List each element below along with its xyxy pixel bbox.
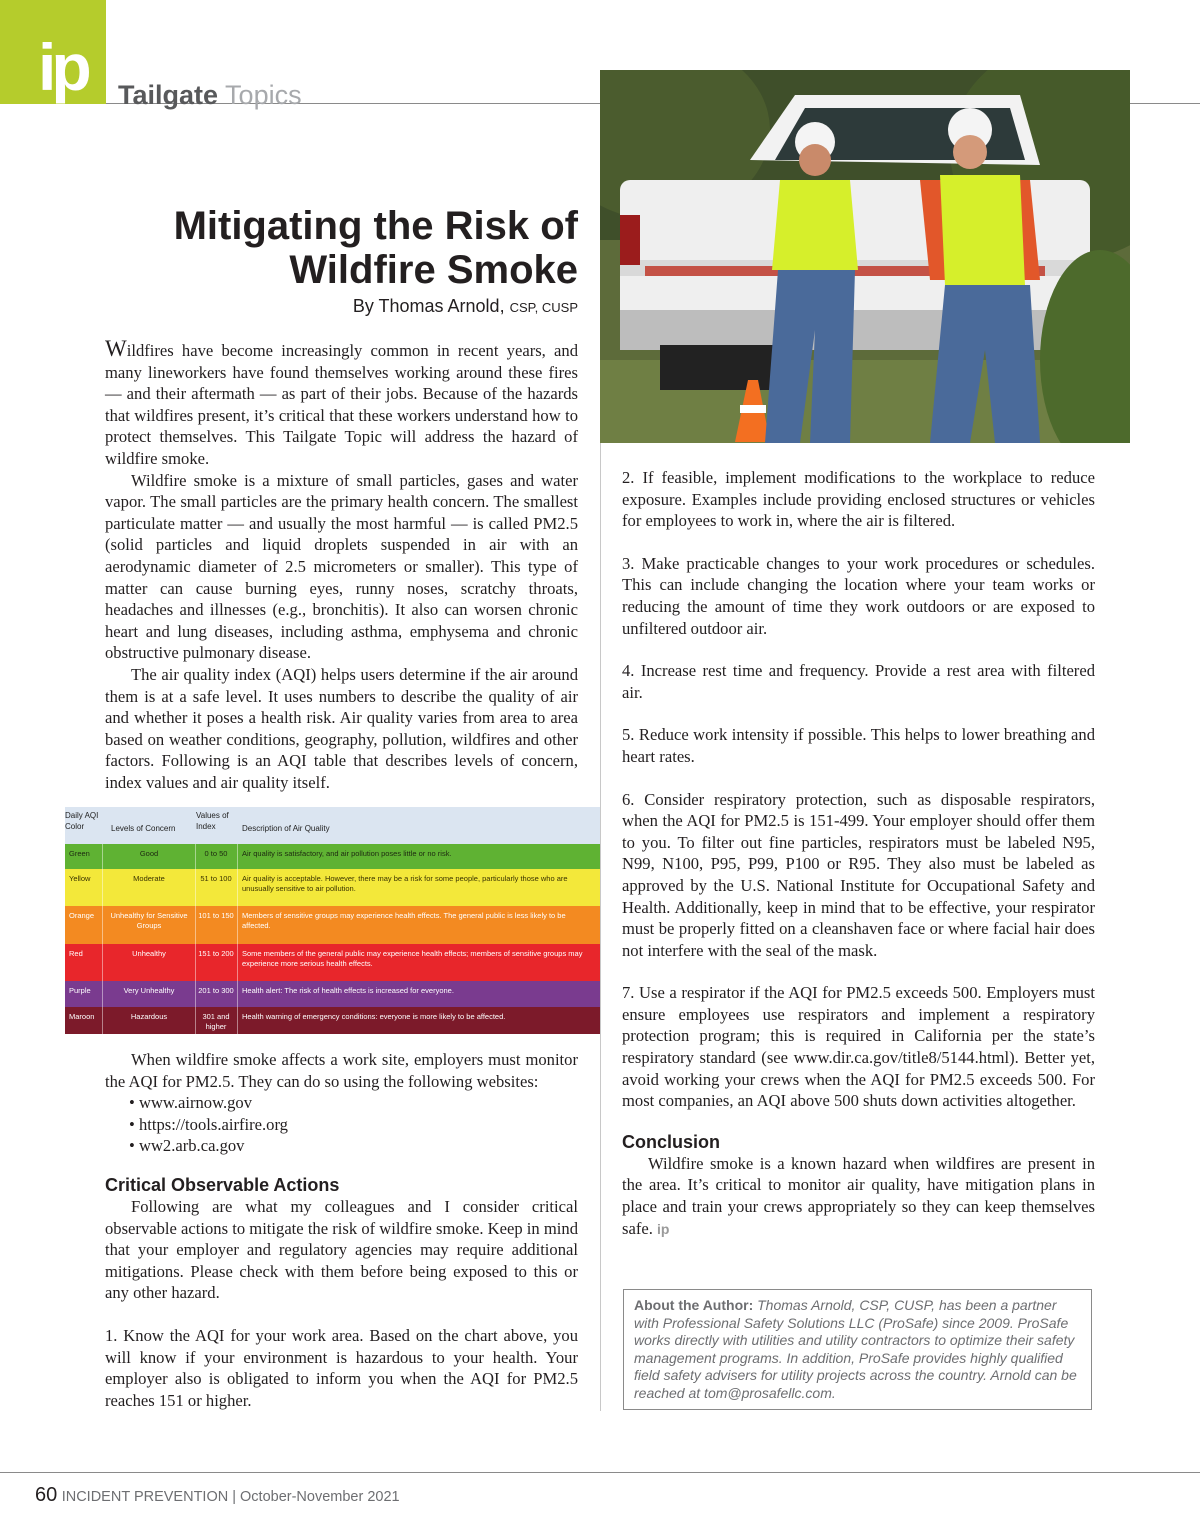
aqi-row-green: [65, 844, 600, 869]
conclusion-text: Wildfire smoke is a known hazard when wildfires are present in the area. It’s critical to monitor air quality, have mitigation plans in place and train your crews appropriately so they can keep themselves safe.: [622, 1153, 1095, 1238]
aqi-range-cell: 101 to 150: [198, 911, 234, 920]
paragraph-conclusion: [622, 1153, 1095, 1240]
title-line-2: Wildfire Smoke: [289, 248, 578, 292]
aqi-table: [65, 807, 600, 1034]
aqi-range-cell: 301 and higher: [202, 1012, 230, 1031]
aqi-range-cell: 0 to 50: [204, 849, 228, 858]
page-footer: [35, 1484, 400, 1507]
end-mark-logo: ip: [657, 1220, 670, 1237]
aqi-level-cell: Unhealthy for Sensitive Groups: [110, 911, 188, 930]
aqi-color-cell: Red: [69, 949, 83, 958]
intro-text: ildfires have become increasingly common in recent years, and many lineworkers have found themselves working around these fires — and their aftermath — as part of their jobs. Because of the hazards that wildfires present, it’s critical that these workers understand how to protect themselves. This Tailgate Topic will address the hazard of wildfire smoke.: [105, 341, 578, 468]
article-title: [78, 204, 578, 292]
aqi-col-divider-3: [237, 844, 238, 1034]
heading-critical-actions: Critical Observable Actions: [105, 1174, 340, 1195]
aqi-color-cell: Orange: [69, 911, 95, 920]
header-values-line2: Index: [196, 822, 216, 831]
left-column-top: [105, 338, 578, 793]
aqi-row-red: [65, 944, 600, 981]
action-5: 5. Reduce work intensity if possible. This helps to lower breathing and heart rates.: [622, 725, 1095, 766]
header-color-line2: Color: [65, 822, 85, 831]
byline: [353, 295, 578, 319]
section-heading-light: Topics: [225, 80, 302, 110]
author-box-label: About the Author:: [634, 1297, 754, 1313]
aqi-description-cell: Members of sensitive groups may experience health effects. The general public is less likely to be affected.: [242, 911, 566, 930]
column-divider: [600, 443, 601, 1411]
aqi-description-cell: Health alert: The risk of health effects is increased for everyone.: [242, 986, 454, 995]
paragraph-actions-intro: Following are what my colleagues and I consider critical observable actions to mitigate the risk of wildfire smoke. Keep in mind that your employer and regulatory agencies may require additional mitigations. Please check with them before being exposed to this or any other hazard.: [105, 1196, 578, 1303]
header-values-line1: Values of: [196, 811, 229, 820]
byline-author: By Thomas Arnold,: [352, 296, 505, 316]
lineworkers-photo: [600, 70, 1130, 443]
aqi-level-cell: Hazardous: [130, 1012, 168, 1021]
aqi-range-cell: 201 to 300: [198, 986, 234, 995]
aqi-color-cell: Yellow: [69, 874, 91, 883]
aqi-col-divider-2: [195, 844, 196, 1034]
paragraph-monitor: When wildfire smoke affects a work site, employers must monitor the AQI for PM2.5. They can do so using the following websites:: [105, 1050, 578, 1091]
about-author-box: [623, 1289, 1092, 1410]
left-column-bottom: [105, 1049, 578, 1411]
aqi-table-header: [65, 807, 600, 844]
action-7: 7. Use a respirator if the AQI for PM2.5 exceeds 500. Employers must ensure employees use respirators and implement a respiratory protection program; this is required in California per the state’s respiratory standard (see www.dir.ca.gov/title8/5144.html). Better yet, avoid working your crews when the AQI for PM2.5 exceeds 500. For most companies, an AQI above 500 shuts down activities altogether.: [622, 983, 1095, 1111]
aqi-description-cell: Air quality is satisfactory, and air pollution poses little or no risk.: [242, 849, 452, 858]
photo-illustration: [600, 70, 1130, 443]
aqi-level-cell: Very Unhealthy: [123, 986, 175, 995]
action-2: 2. If feasible, implement modifications to the workplace to reduce exposure. Examples include providing enclosed structures or vehicles for employees to work in, where the air is filtered.: [622, 468, 1095, 531]
page-number: 60: [35, 1484, 58, 1506]
right-column: [622, 467, 1095, 1240]
aqi-description-cell: Air quality is acceptable. However, there may be a risk for some people, particularly those who are unusually sensitive to air pollution.: [242, 874, 568, 893]
action-3: 3. Make practicable changes to your work procedures or schedules. This can include changing the location where your team works or reducing the amount of time they work outdoors or are exposed to unfiltered outdoor air.: [622, 553, 1095, 638]
aqi-range-cell: 51 to 100: [200, 874, 232, 883]
aqi-level-cell: Good: [139, 849, 159, 858]
website-airfire[interactable]: • https://tools.airfire.org: [129, 1114, 288, 1134]
footer-rule: [0, 1472, 1200, 1473]
aqi-color-cell: Green: [69, 849, 90, 858]
paragraph-smoke: Wildfire smoke is a mixture of small particles, gases and water vapor. The small particles are the primary health concern. The smallest particulate matter — and usually the most harmful — is called PM2.5 (solid particles and liquid droplets suspended in air with an aerodynamic diameter of 2.5 micrometers or smaller). This type of matter can cause burning eyes, runny noses, scratchy throats, headaches and illnesses (e.g., bronchitis). It also can worsen chronic heart and lung diseases, including asthma, emphysema and chronic obstructive pulmonary disease.: [105, 470, 578, 663]
aqi-range-cell: 151 to 200: [198, 949, 234, 958]
paragraph-aqi: The air quality index (AQI) helps users determine if the air around them is at a safe level. It uses numbers to describe the quality of air and whether it poses a health risk. Air quality varies from area to area based on weather conditions, geography, pollution, wildfires and other factors. Following is an AQI table that describes levels of concern, index values and air quality itself.: [105, 664, 578, 792]
heading-conclusion: Conclusion: [622, 1131, 720, 1152]
aqi-col-divider-1: [102, 844, 103, 1034]
byline-credentials: CSP, CUSP: [509, 300, 578, 315]
aqi-row-maroon: [65, 1007, 600, 1034]
aqi-row-orange: [65, 906, 600, 944]
publication-info: INCIDENT PREVENTION | October-November 2021: [61, 1489, 400, 1505]
website-airnow[interactable]: • www.airnow.gov: [129, 1093, 253, 1113]
aqi-description-cell: Some members of the general public may experience health effects; members of sensitive groups may experience more serious health effects.: [242, 949, 583, 968]
section-heading: [118, 80, 302, 110]
website-list: [105, 1092, 578, 1157]
intro-paragraph: [105, 338, 578, 470]
author-box-text: Thomas Arnold, CSP, CUSP, has been a partner with Professional Safety Solutions LLC (ProSafe) since 2009. ProSafe works directly with utilities and utility contractors to optimize their safety management programs. In addition, ProSafe provides highly qualified field safety advisers for utility projects across the country. Arnold can be reached at tom@prosafellc.com.: [634, 1297, 1077, 1401]
aqi-color-cell: Purple: [69, 986, 91, 995]
aqi-level-cell: Moderate: [133, 874, 165, 883]
section-heading-bold: Tailgate: [118, 80, 219, 110]
header-description: Description of Air Quality: [242, 824, 330, 833]
ip-logo: ip: [38, 30, 87, 104]
header-color-line1: Daily AQI: [65, 811, 99, 820]
header-level: Levels of Concern: [111, 824, 176, 833]
aqi-row-purple: [65, 981, 600, 1007]
aqi-color-cell: Maroon: [69, 1012, 95, 1021]
action-6: 6. Consider respiratory protection, such as disposable respirators, when the AQI for PM2.5 is 151-499. Your employer should offer them to you. To filter out fine particles, respirators must be labeled N95, N99, N100, P95, P99, P100 or R95. They also must be labeled as approved by the U.S. National Institute for Occupational Safety and Health. Additionally, keep in mind that to be effective, your respirator must be properly fitted on a cleanshaven face or where facial hair does not interfere with the seal of the mask.: [622, 789, 1095, 960]
drop-cap: W: [105, 336, 127, 361]
website-arb[interactable]: • ww2.arb.ca.gov: [129, 1136, 245, 1156]
action-4: 4. Increase rest time and frequency. Provide a rest area with filtered air.: [622, 661, 1095, 702]
aqi-level-cell: Unhealthy: [132, 949, 166, 958]
title-line-1: Mitigating the Risk of: [173, 204, 578, 248]
aqi-row-yellow: [65, 869, 600, 906]
aqi-description-cell: Health warning of emergency conditions: everyone is more likely to be affected.: [242, 1012, 506, 1021]
action-1: 1. Know the AQI for your work area. Based on the chart above, you will know if your environment is hazardous to your health. Your employer also is obligated to inform you when the AQI for PM2.5 reaches 151 or higher.: [105, 1325, 578, 1410]
